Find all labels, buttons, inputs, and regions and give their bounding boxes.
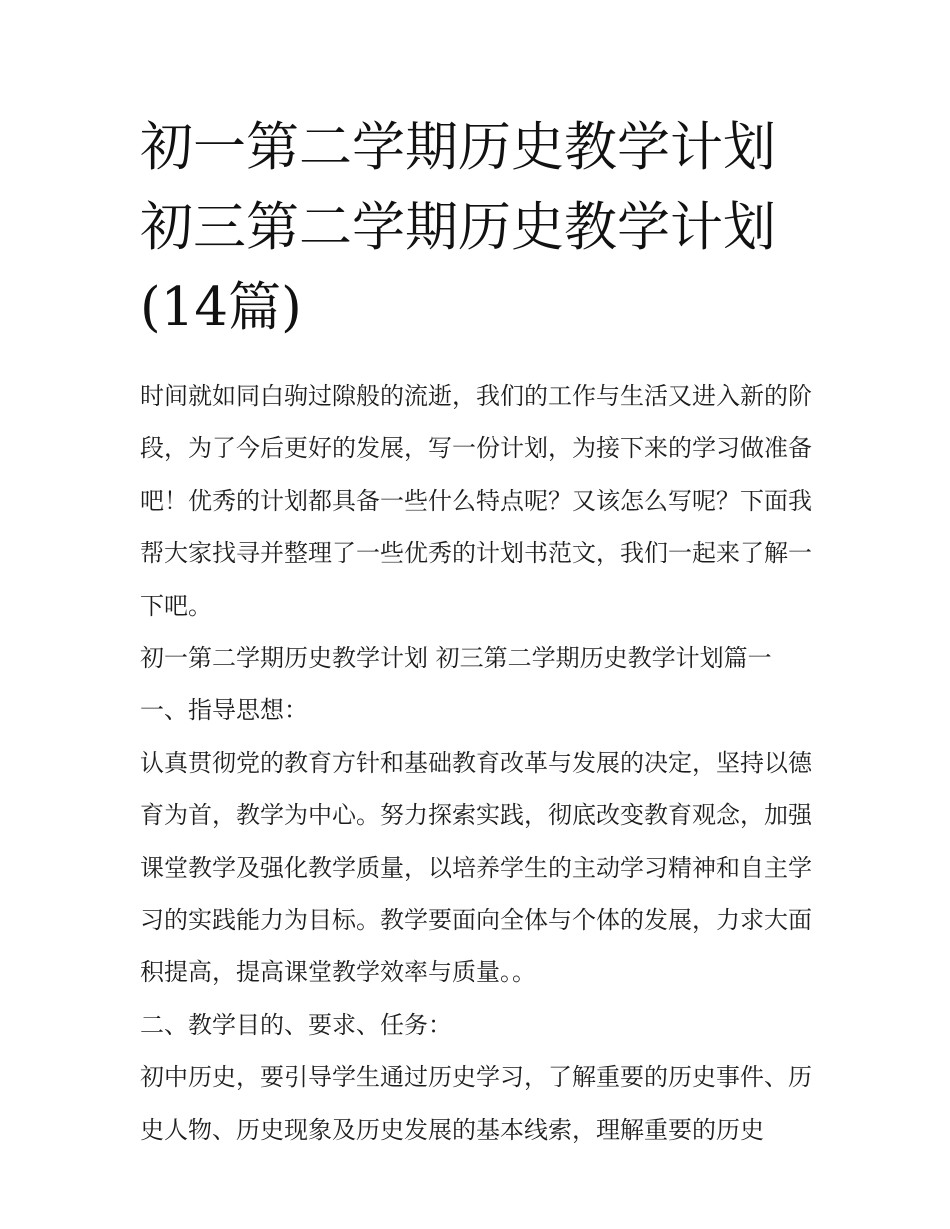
paragraph-teaching-goals: 初中历史，要引导学生通过历史学习，了解重要的历史事件、历史人物、历史现象及历史发展的基本线索，理解重要的历史	[140, 1063, 812, 1144]
paragraph-guiding-ideology: 认真贯彻党的教育方针和基础教育改革与发展的决定，坚持以德育为首，教学为中心。努力探索实践，彻底改变教育观念，加强课堂教学及强化教学质量，以培养学生的主动学习精神和自主学习的实践能力为目标。教学要面向全体与个体的发展，力求大面积提高，提高课堂教学效率与质量。。	[140, 748, 812, 987]
document-body	[140, 108, 820, 1156]
heading-teaching-goals: 二、教学目的、要求、任务：	[140, 1010, 452, 1039]
heading-guiding-ideology: 一、指导思想：	[140, 696, 308, 725]
intro-paragraph: 时间就如同白驹过隙般的流逝，我们的工作与生活又进入新的阶段，为了今后更好的发展，写一份计划，为接下来的学习做准备吧！优秀的计划都具备一些什么特点呢？又该怎么写呢？下面我帮大家找寻并整理了一些优秀的计划书范文，我们一起来了解一下吧。	[140, 382, 812, 620]
document-title: 初一第二学期历史教学计划 初三第二学期历史教学计划(14篇)	[140, 117, 776, 338]
section-heading-plan-1: 初一第二学期历史教学计划 初三第二学期历史教学计划篇一	[140, 644, 772, 673]
